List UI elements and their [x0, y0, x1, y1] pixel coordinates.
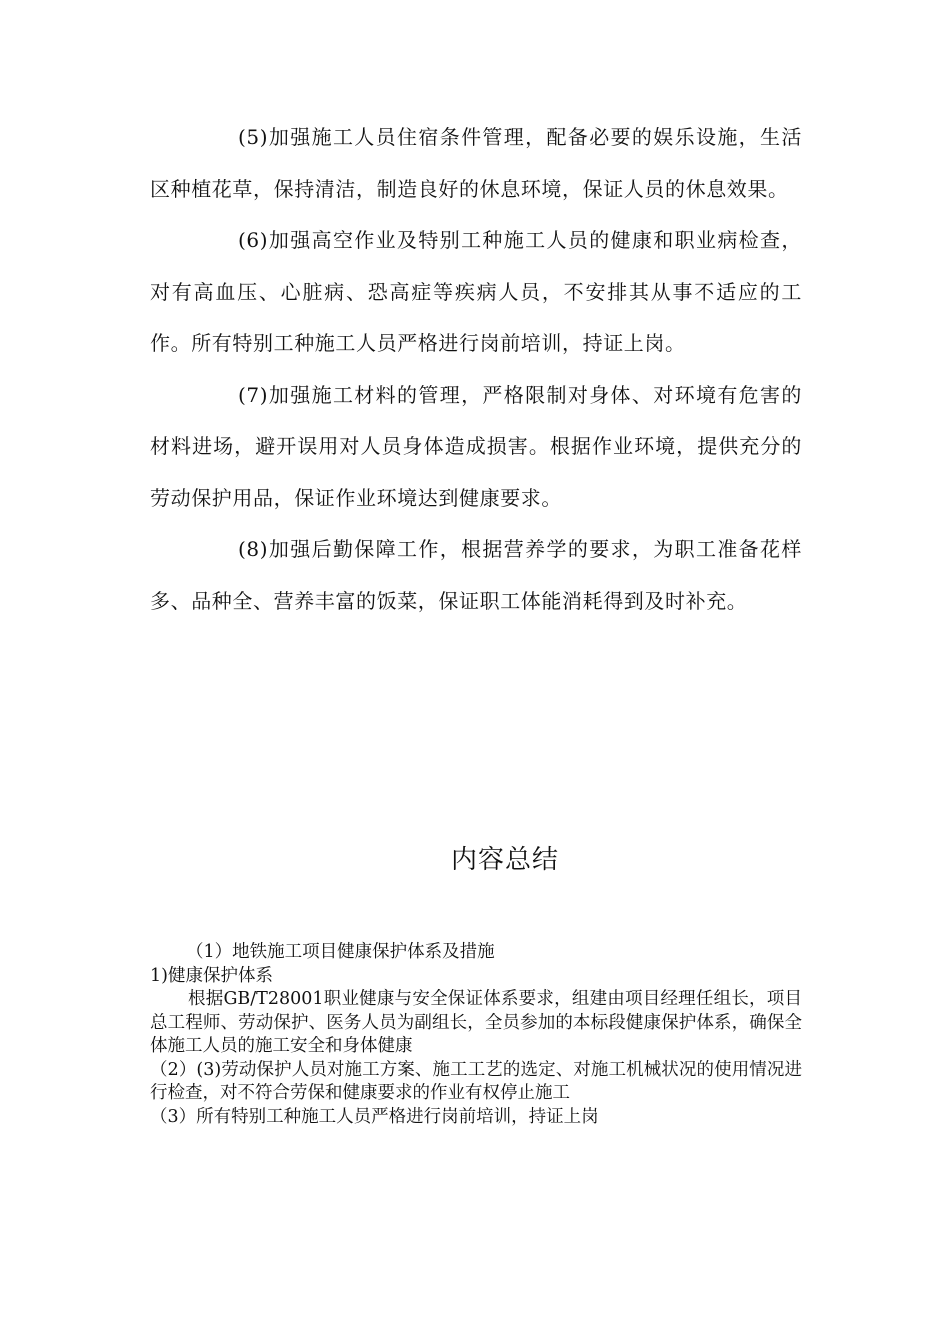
- paragraph-7: (7)加强施工材料的管理，严格限制对身体、对环境有危害的材料进场，避开误用对人员身体造成损害。根据作业环境，提供充分的劳动保护用品，保证作业环境达到健康要求。: [150, 382, 802, 510]
- summary-line-inspection: （2）(3)劳动保护人员对施工方案、施工工艺的选定、对施工机械状况的使用情况进行检查，对不符合劳保和健康要求的作业有权停止施工: [150, 1059, 802, 1103]
- summary-title: 内容总结: [450, 845, 559, 875]
- summary-line-training: （3）所有特别工种施工人员严格进行岗前培训，持证上岗: [150, 1106, 599, 1127]
- paragraph-5: (5)加强施工人员住宿条件管理，配备必要的娱乐设施，生活区种植花草，保持清洁，制造良好的休息环境，保证人员的休息效果。: [150, 125, 802, 201]
- body-text: [150, 112, 802, 627]
- summary-line-heading: （1）地铁施工项目健康保护体系及措施: [186, 942, 495, 962]
- summary-line-subheading: 1)健康保护体系: [150, 965, 273, 986]
- summary-line-system: 根据GB/T28001职业健康与安全保证体系要求，组建由项目经理任组长，项目总工程师、劳动保护、医务人员为副组长，全员参加的本标段健康保护体系，确保全体施工人员的施工安全和身体健康: [150, 989, 802, 1056]
- paragraph-6: (6)加强高空作业及特别工种施工人员的健康和职业病检查，对有高血压、心脏病、恐高症等疾病人员，不安排其从事不适应的工作。所有特别工种施工人员严格进行岗前培训，持证上岗。: [150, 228, 802, 355]
- paragraph-8: (8)加强后勤保障工作，根据营养学的要求，为职工准备花样多、品种全、营养丰富的饭菜，保证职工体能消耗得到及时补充。: [150, 537, 802, 613]
- summary-section: [150, 941, 802, 1129]
